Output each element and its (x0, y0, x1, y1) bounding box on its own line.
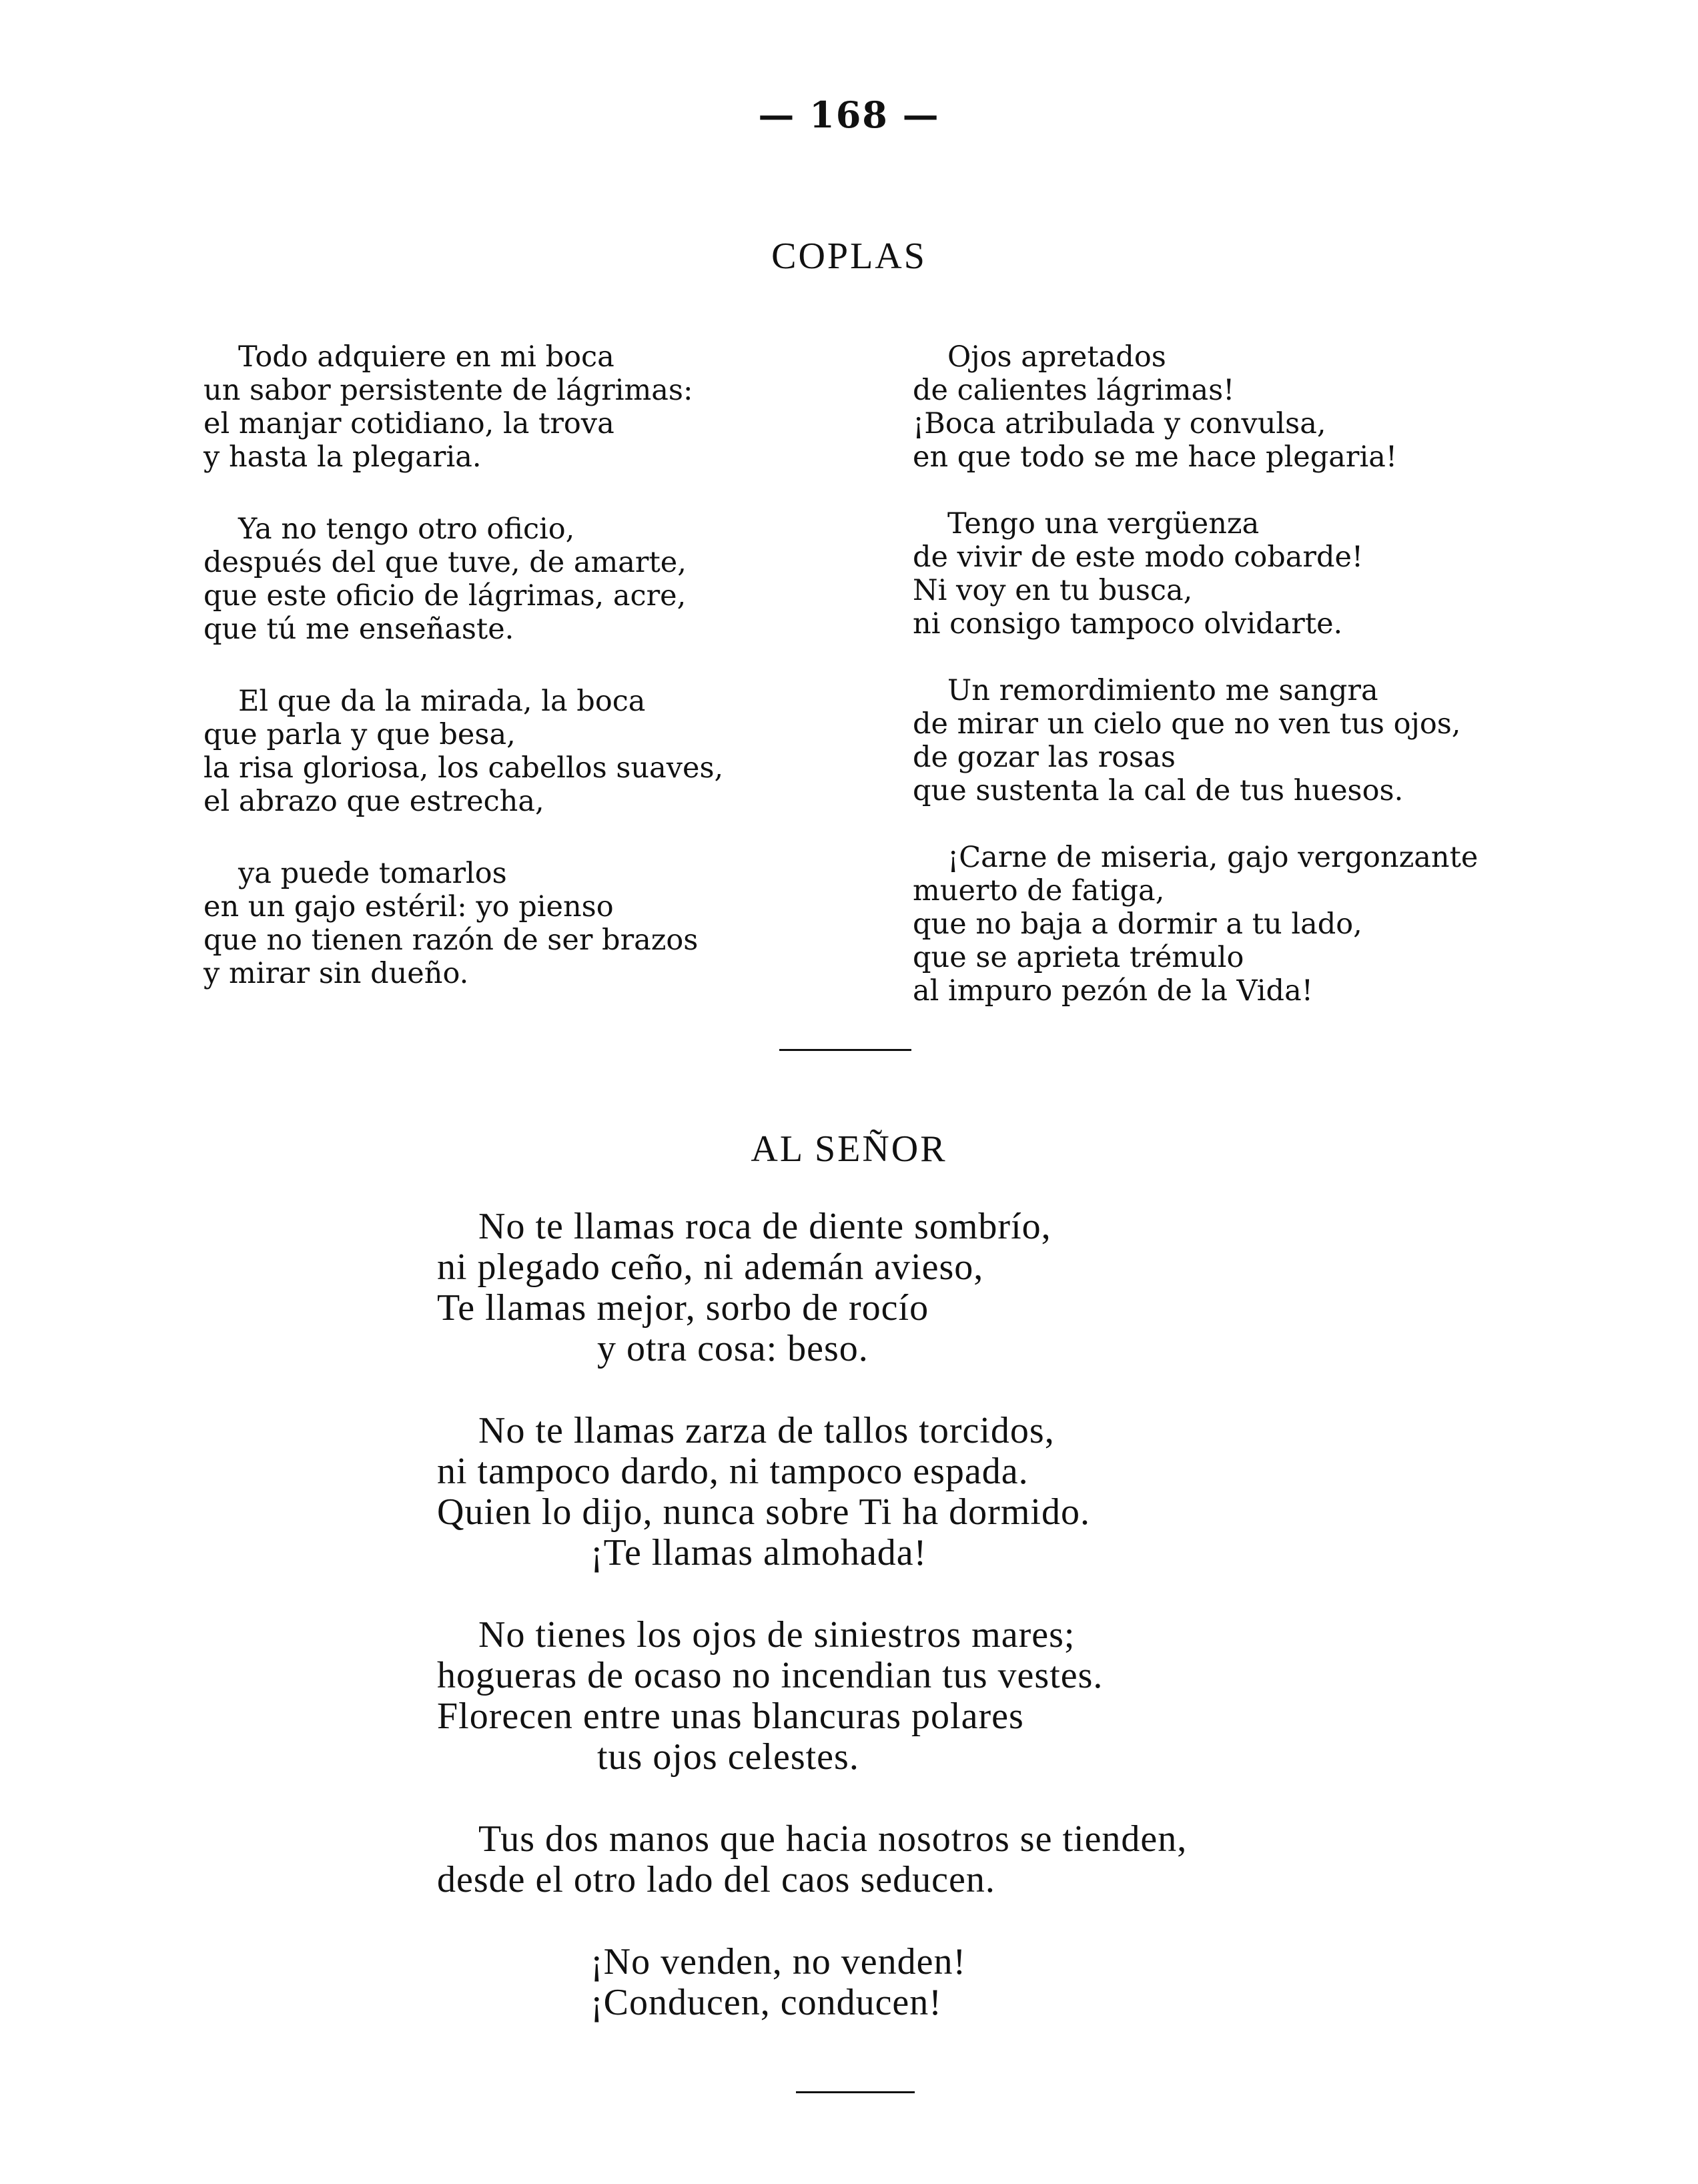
verse-line: y hasta la plegaria. (203, 440, 482, 474)
verse-line: No te llamas roca de diente sombrío, (478, 1206, 1051, 1247)
verse-line: Te llamas mejor, sorbo de rocío (437, 1287, 929, 1329)
verse-line: Ojos apretados (947, 340, 1166, 374)
stanza (913, 674, 1513, 807)
stanza (437, 1942, 1187, 2023)
verse-line: y otra cosa: beso. (597, 1328, 869, 1369)
verse-line: que se aprieta trémulo (913, 941, 1244, 974)
stanza (437, 1615, 1187, 1778)
stanza (203, 685, 804, 818)
stanza (203, 512, 804, 646)
verse-line: Un remordimiento me sangra (947, 674, 1378, 707)
verse-line: Quien lo dijo, nunca sobre Ti ha dormido. (437, 1491, 1090, 1533)
verse-line: de vivir de este modo cobarde! (913, 540, 1364, 574)
verse-line: el abrazo que estrecha, (203, 785, 544, 818)
poem-title-al-senor: AL SEÑOR (751, 1128, 947, 1170)
coplas-left-column (203, 340, 804, 990)
verse-line: ni consigo tampoco olvidarte. (913, 607, 1343, 641)
section-divider (779, 1049, 911, 1051)
verse-line: que tú me enseñaste. (203, 613, 514, 646)
verse-line: un sabor persistente de lágrimas: (203, 374, 693, 407)
verse-line: ¡Boca atribulada y convulsa, (913, 407, 1326, 440)
verse-line: en que todo se me hace plegaria! (913, 440, 1398, 474)
verse-line: No tienes los ojos de siniestros mares; (478, 1614, 1076, 1656)
verse-line: de gozar las rosas (913, 741, 1176, 774)
verse-line: en un gajo estéril: yo pienso (203, 890, 614, 924)
verse-line: al impuro pezón de la Vida! (913, 974, 1313, 1008)
verse-line: que no tienen razón de ser brazos (203, 924, 699, 957)
verse-line: Ni voy en tu busca, (913, 574, 1193, 607)
stanza (913, 507, 1513, 641)
verse-line: ya puede tomarlos (238, 857, 507, 890)
verse-line: Todo adquiere en mi boca (238, 340, 614, 374)
end-divider (796, 2091, 915, 2093)
verse-line: tus ojos celestes. (597, 1736, 859, 1778)
verse-line: ni tampoco dardo, ni tampoco espada. (437, 1451, 1029, 1492)
verse-line: que este oficio de lágrimas, acre, (203, 579, 687, 613)
verse-line: ¡Carne de miseria, gajo vergonzante (947, 841, 1478, 874)
verse-line: que no baja a dormir a tu lado, (913, 907, 1362, 941)
verse-line: de calientes lágrimas! (913, 374, 1235, 407)
al-senor-poem (437, 1206, 1187, 2023)
verse-line: ¡Te llamas almohada! (590, 1532, 927, 1573)
verse-line: Ya no tengo otro oficio, (238, 512, 575, 546)
verse-line: ¡No venden, no venden! (590, 1941, 967, 1982)
coplas-right-column (913, 340, 1513, 1008)
verse-line: que parla y que besa, (203, 718, 516, 751)
stanza (913, 841, 1513, 1008)
page-number: — 168 — (758, 93, 940, 136)
stanza (203, 340, 804, 474)
verse-line: El que da la mirada, la boca (238, 685, 646, 718)
verse-line: y mirar sin dueño. (203, 957, 469, 990)
verse-line: la risa gloriosa, los cabellos suaves, (203, 751, 724, 785)
verse-line: ni plegado ceño, ni ademán avieso, (437, 1246, 984, 1288)
verse-line: Tus dos manos que hacia nosotros se tienden, (478, 1818, 1188, 1860)
verse-line: ¡Conducen, conducen! (590, 1982, 942, 2023)
stanza (437, 1206, 1187, 1369)
stanza (437, 1819, 1187, 1900)
verse-line: No te llamas zarza de tallos torcidos, (478, 1410, 1055, 1451)
verse-line: desde el otro lado del caos seducen. (437, 1859, 995, 1900)
verse-line: muerto de fatiga, (913, 874, 1165, 907)
verse-line: de mirar un cielo que no ven tus ojos, (913, 707, 1461, 741)
stanza (913, 340, 1513, 474)
verse-line: Tengo una vergüenza (947, 507, 1260, 540)
verse-line: que sustenta la cal de tus huesos. (913, 774, 1404, 807)
stanza (203, 857, 804, 990)
poem-title-coplas: COPLAS (771, 236, 927, 277)
verse-line: hogueras de ocaso no incendian tus vestes. (437, 1655, 1104, 1696)
stanza (437, 1411, 1187, 1573)
verse-line: después del que tuve, de amarte, (203, 546, 687, 579)
verse-line: el manjar cotidiano, la trova (203, 407, 614, 440)
verse-line: Florecen entre unas blancuras polares (437, 1696, 1024, 1737)
